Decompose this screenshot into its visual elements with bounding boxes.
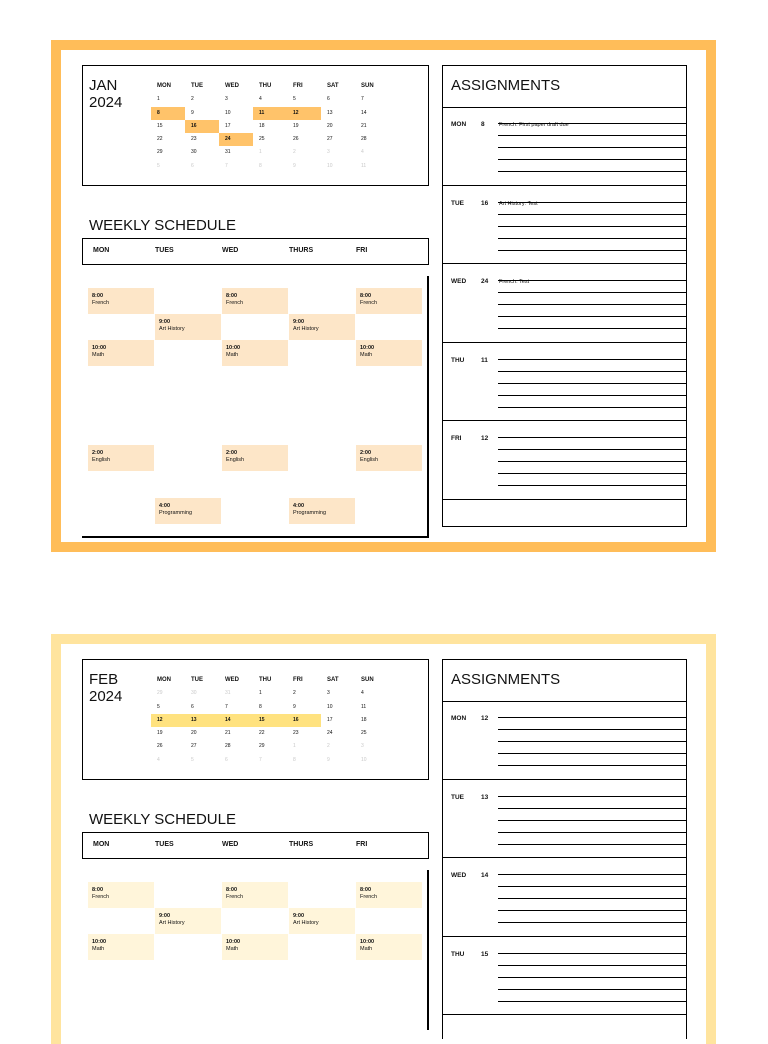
class-time: 9:00 [293,913,305,920]
assignment-weekday: WED [451,872,467,879]
calendar-day: 6 [327,96,330,103]
writing-line [498,910,686,911]
calendar-weekday-header: WED [225,677,239,683]
writing-line [498,371,686,372]
weekday-column-label: WED [222,841,239,848]
class-block [222,445,288,471]
calendar-day: 8 [293,756,296,763]
assignment-day [443,937,686,1015]
calendar-weekday-header: MON [157,677,171,683]
calendar-day: 20 [191,730,197,737]
class-time: 10:00 [92,345,107,352]
calendar-weekday-header: THU [259,83,272,89]
class-time: 4:00 [159,502,171,509]
calendar-day: 11 [361,703,367,710]
assignment-weekday: WED [451,278,467,285]
calendar-day: 26 [157,743,163,750]
class-time: 2:00 [360,450,372,457]
calendar-day: 1 [259,149,262,156]
class-subject: Math [360,352,373,359]
writing-line [498,874,686,875]
class-subject: English [360,457,379,464]
class-subject: Programming [293,509,327,516]
calendar-day: 29 [157,690,163,697]
class-time: 10:00 [360,345,375,352]
assignments-panel [442,65,687,527]
calendar-day: 21 [225,730,231,737]
calendar-day-highlighted: 15 [253,714,287,727]
calendar-day: 23 [191,136,197,143]
class-time: 9:00 [159,319,171,326]
class-time: 2:00 [226,450,238,457]
class-time: 10:00 [92,939,107,946]
calendar-day: 6 [191,162,194,169]
calendar-day: 8 [259,703,262,710]
calendar-day: 27 [327,136,333,143]
weekday-column-label: MON [93,841,110,848]
writing-line [498,796,686,797]
class-block [356,340,422,366]
writing-line [498,316,686,317]
assignment-weekday: MON [451,121,467,128]
calendar-day: 9 [327,756,330,763]
writing-line [498,461,686,462]
class-subject: Art History [293,326,319,333]
calendar-day: 9 [191,109,194,116]
calendar-day: 2 [327,743,330,750]
weekday-column-label: THURS [289,247,314,254]
class-subject: French [226,894,244,900]
weekday-column-label: TUES [155,841,174,848]
writing-line [498,977,686,978]
writing-line [498,407,686,408]
writing-line [498,449,686,450]
calendar-day: 14 [361,109,367,116]
class-subject: Programming [159,509,193,516]
weekly-schedule-grid [82,276,429,538]
calendar-day-highlighted: 11 [253,107,287,120]
class-time: 10:00 [226,939,241,946]
writing-line [498,765,686,766]
calendar-day: 9 [293,162,296,169]
calendar-day: 21 [361,122,367,129]
planner-page-jan [51,40,716,552]
calendar-day: 9 [293,703,296,710]
class-block [155,908,221,934]
assignment-weekday: FRI [451,435,462,442]
calendar-day: 10 [327,703,333,710]
calendar-day-highlighted: 12 [287,107,321,120]
class-subject: French [226,300,244,306]
weekly-schedule-grid [82,870,429,1030]
calendar-day: 11 [361,162,367,169]
writing-line [498,717,686,718]
calendar-day: 22 [157,136,163,143]
class-subject: Math [92,352,105,359]
class-subject: Math [360,946,373,953]
calendar-day: 17 [327,716,333,723]
calendar-day: 4 [361,690,364,697]
writing-line [498,280,686,281]
divider [443,499,686,500]
calendar-day: 25 [361,730,367,737]
assignment-date: 14 [481,872,489,879]
calendar-weekday-header: TUE [191,677,203,683]
calendar-day-highlighted: 8 [151,107,185,120]
assignment-day [443,701,686,779]
calendar-day: 17 [225,122,231,129]
calendar-day: 5 [293,96,296,103]
calendar-day: 24 [327,730,333,737]
writing-line [498,898,686,899]
calendar-day: 1 [157,96,160,103]
class-subject: Art History [293,920,319,927]
writing-line [498,741,686,742]
assignment-date: 12 [481,715,489,722]
weekly-schedule-header [82,238,429,265]
assignment-day [443,780,686,858]
calendar-day: 6 [225,756,228,763]
assignment-date: 8 [481,121,485,128]
calendar-weekday-header: FRI [293,677,303,683]
assignment-day [443,264,686,342]
calendar-day: 10 [225,109,231,116]
writing-line [498,304,686,305]
calendar-day: 7 [225,162,228,169]
calendar-grid [151,674,389,767]
writing-line [498,922,686,923]
class-block [289,498,355,524]
assignment-day [443,186,686,264]
weekday-column-label: MON [93,247,110,254]
assignments-title: ASSIGNMENTS [451,671,561,688]
class-block [88,340,154,366]
weekday-column-label: THURS [289,841,314,848]
calendar-day: 3 [361,743,364,750]
writing-line [498,832,686,833]
calendar-day: 4 [157,756,160,763]
class-time: 10:00 [360,939,375,946]
writing-line [498,171,686,172]
calendar-day: 19 [157,730,163,737]
calendar-day: 29 [157,149,163,156]
calendar-day: 29 [259,743,265,750]
class-block [356,288,422,314]
calendar-day: 25 [259,136,265,143]
class-subject: French [360,894,378,900]
assignment-date: 24 [481,278,489,285]
class-block [88,882,154,908]
calendar-day-highlighted: 13 [185,714,219,727]
calendar-day-highlighted: 24 [219,133,253,146]
writing-line [498,328,686,329]
calendar-day: 22 [259,730,265,737]
writing-line [498,159,686,160]
calendar-day: 30 [191,690,197,697]
calendar-day: 6 [191,703,194,710]
calendar-weekday-header: TUE [191,83,203,89]
weekday-column-label: TUES [155,247,174,254]
assignment-date: 16 [481,199,489,207]
calendar-day: 1 [293,743,296,750]
class-block [356,445,422,471]
calendar-weekday-header: WED [225,83,239,89]
writing-line [498,292,686,293]
assignment-note: French: First paper draft due [499,122,569,128]
calendar-day-highlighted: 12 [151,714,185,727]
calendar-weekday-header: SUN [361,677,374,683]
assignment-day [443,107,686,185]
assignment-weekday: TUE [451,199,464,207]
calendar-day: 3 [327,690,330,697]
writing-line [498,238,686,239]
calendar-day: 4 [361,149,364,156]
assignment-note: Art History: Test [499,200,538,207]
calendar-day: 3 [327,149,330,156]
month-calendar [82,659,429,780]
calendar-day: 28 [361,136,367,143]
calendar-day: 7 [361,96,364,103]
calendar-weekday-header: THU [259,677,272,683]
writing-line [498,250,686,251]
calendar-day: 10 [361,756,367,763]
calendar-day: 18 [259,122,265,129]
calendar-day: 31 [225,149,231,156]
writing-line [498,383,686,384]
month-year: 2024 [89,688,123,705]
class-subject: French [92,894,110,900]
assignment-weekday: THU [451,356,465,364]
divider [443,1014,686,1015]
calendar-day-highlighted: 16 [287,714,321,727]
calendar-day: 28 [225,743,231,750]
assignment-date: 12 [481,435,489,442]
weekly-schedule-title: WEEKLY SCHEDULE [89,811,236,828]
class-block [155,498,221,524]
class-time: 9:00 [159,913,171,920]
class-block [222,882,288,908]
class-subject: Math [226,352,239,359]
assignment-day [443,343,686,421]
class-time: 8:00 [360,887,372,893]
writing-line [498,123,686,124]
writing-line [498,729,686,730]
class-time: 8:00 [360,293,372,299]
weekday-column-label: FRI [356,841,368,848]
writing-line [498,202,686,203]
class-time: 8:00 [92,887,104,893]
writing-line [498,820,686,821]
writing-line [498,753,686,754]
calendar-weekday-header: SAT [327,677,339,683]
assignment-date: 13 [481,793,489,801]
calendar-day: 5 [157,703,160,710]
writing-line [498,147,686,148]
calendar-day: 2 [293,690,296,697]
class-block [356,882,422,908]
assignment-date: 11 [481,356,488,364]
class-block [155,314,221,340]
class-subject: Art History [159,326,185,333]
writing-line [498,473,686,474]
class-block [222,340,288,366]
calendar-weekday-header: SUN [361,83,374,89]
assignment-day [443,421,686,499]
calendar-day: 5 [157,162,160,169]
calendar-day: 27 [191,743,197,750]
writing-line [498,1001,686,1002]
assignment-weekday: MON [451,715,467,722]
calendar-day: 1 [259,690,262,697]
writing-line [498,437,686,438]
class-subject: Math [92,946,105,953]
calendar-day: 18 [361,716,367,723]
weekly-schedule-title: WEEKLY SCHEDULE [89,217,236,234]
assignment-date: 15 [481,950,489,958]
calendar-day: 31 [225,690,231,697]
calendar-day-highlighted: 16 [185,120,219,133]
calendar-weekday-header: SAT [327,83,339,89]
writing-line [498,886,686,887]
writing-line [498,226,686,227]
weekday-column-label: WED [222,247,239,254]
weekday-column-label: FRI [356,247,368,254]
calendar-day: 7 [225,703,228,710]
calendar-grid [151,80,389,173]
month-calendar [82,65,429,186]
class-subject: Art History [159,920,185,927]
writing-line [498,989,686,990]
class-block [289,908,355,934]
calendar-day: 3 [225,96,228,103]
month-name: JAN [89,77,118,94]
writing-line [498,808,686,809]
month-year: 2024 [89,94,123,111]
class-block [88,934,154,960]
calendar-day: 23 [293,730,299,737]
calendar-day: 5 [191,756,194,763]
class-block [356,934,422,960]
month-name: FEB [89,671,119,688]
writing-line [498,485,686,486]
calendar-weekday-header: FRI [293,83,303,89]
class-time: 9:00 [293,319,305,326]
assignment-note: French: Test [499,279,530,285]
class-time: 8:00 [226,887,238,893]
month-title [89,671,122,705]
writing-line [498,844,686,845]
calendar-day: 30 [191,149,197,156]
assignment-weekday: TUE [451,793,464,801]
calendar-day: 26 [293,136,299,143]
calendar-day: 15 [157,122,163,129]
writing-line [498,214,686,215]
calendar-weekday-header: MON [157,83,171,89]
month-title [89,77,122,111]
class-block [88,288,154,314]
assignments-panel [442,659,687,1039]
planner-page-feb [51,634,716,1044]
writing-line [498,953,686,954]
writing-line [498,359,686,360]
calendar-day: 7 [259,756,262,763]
calendar-day: 10 [327,162,333,169]
calendar-day: 20 [327,122,333,129]
calendar-day: 13 [327,109,333,116]
class-time: 8:00 [92,293,104,299]
class-block [289,314,355,340]
class-subject: French [360,300,378,306]
class-subject: Math [226,946,239,953]
weekly-schedule-header [82,832,429,859]
calendar-day: 8 [259,162,262,169]
class-block [222,934,288,960]
writing-line [498,965,686,966]
class-time: 2:00 [92,450,104,457]
writing-line [498,135,686,136]
calendar-day: 2 [191,96,194,103]
class-time: 10:00 [226,345,241,352]
calendar-day: 4 [259,96,262,103]
class-time: 4:00 [293,502,305,509]
calendar-day-highlighted: 14 [219,714,253,727]
calendar-day: 19 [293,122,299,129]
calendar-day: 2 [293,149,296,156]
writing-line [498,395,686,396]
assignment-weekday: THU [451,950,465,958]
class-block [88,445,154,471]
class-block [222,288,288,314]
class-subject: English [92,457,111,464]
assignments-title: ASSIGNMENTS [451,77,561,94]
assignment-day [443,858,686,936]
class-time: 8:00 [226,293,238,299]
class-subject: English [226,457,245,464]
class-subject: French [92,300,110,306]
